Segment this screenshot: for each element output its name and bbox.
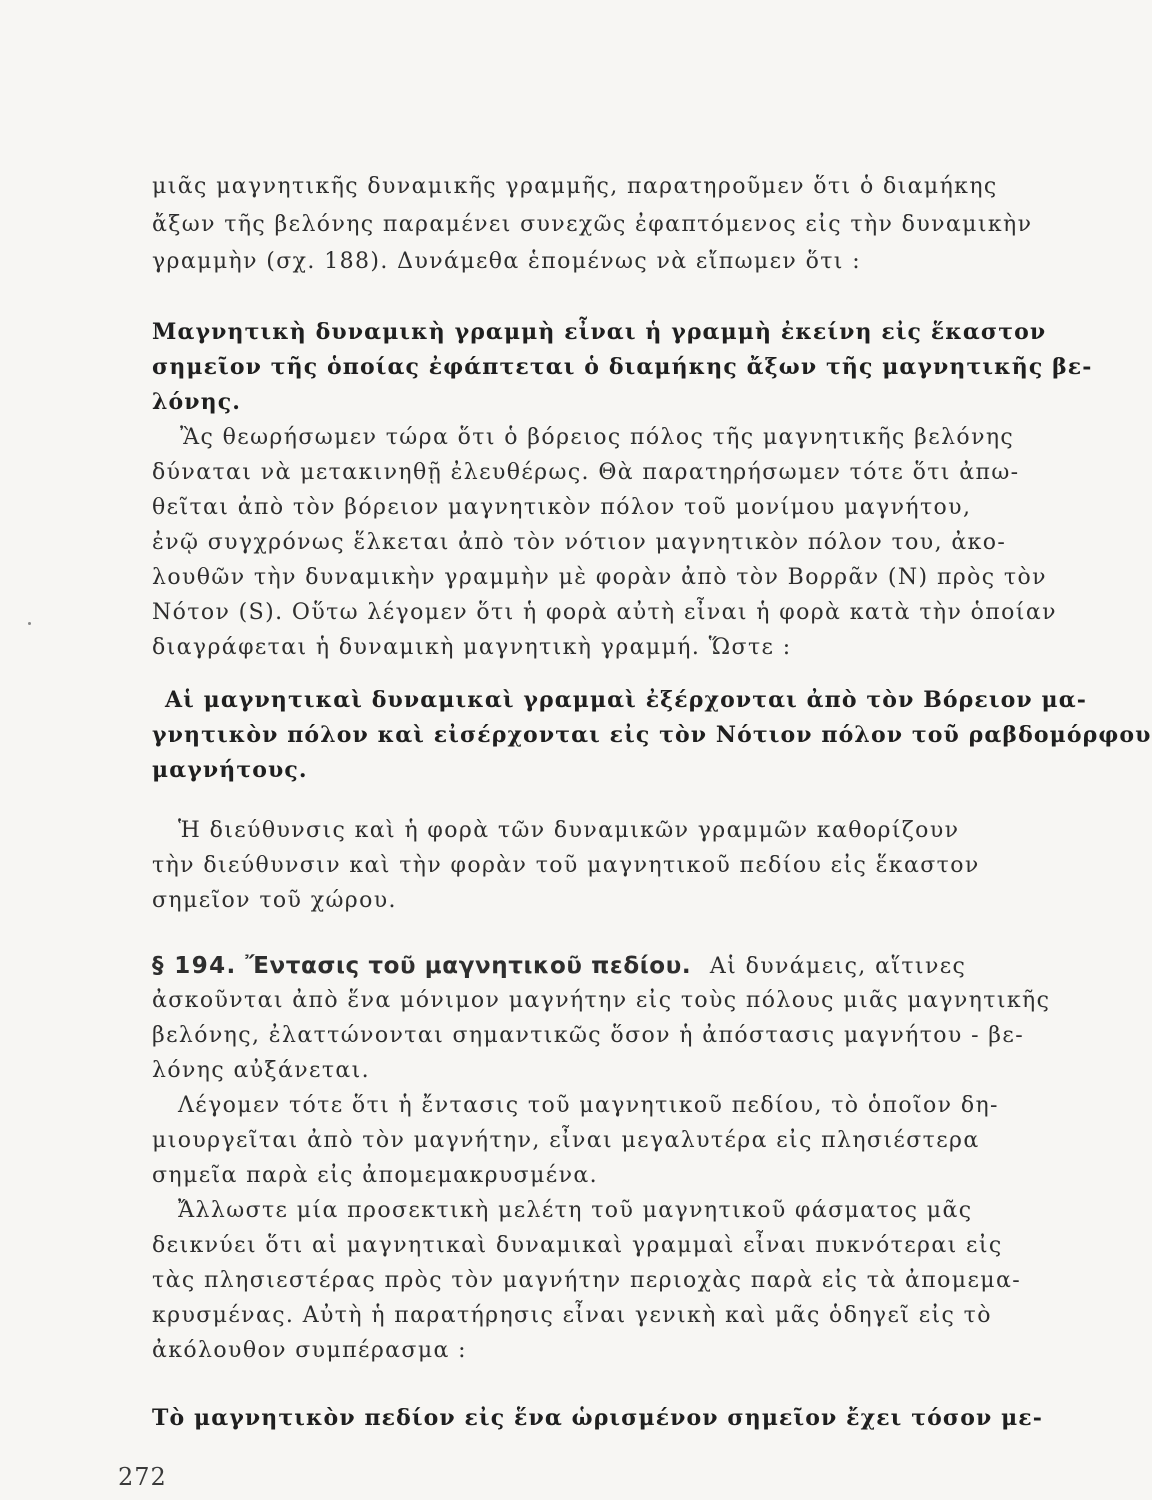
definition-line: μαγνήτους. — [152, 757, 308, 783]
section-title: Ἔντασις τοῦ μαγνητικοῦ πεδίου. — [245, 953, 692, 979]
page-number: 272 — [118, 1463, 167, 1491]
text-line: Λέγομεν τότε ὅτι ἡ ἔντασις τοῦ μαγνητικοῦ πεδίου, τὸ ὁποῖον δη- — [178, 1093, 999, 1118]
section-heading — [152, 950, 967, 983]
text-line: μιουργεῖται ἀπὸ τὸν μαγνήτην, εἶναι μεγαλυτέρα εἰς πλησιέστερα — [152, 1128, 980, 1153]
text-line: Ἂς θεωρήσωμεν τώρα ὅτι ὁ βόρειος πόλος τῆς μαγνητικῆς βελόνης — [180, 425, 1015, 450]
text-line: ἀσκοῦνται ἀπὸ ἕνα μόνιμον μαγνήτην εἰς τοὺς πόλους μιᾶς μαγνητικῆς — [152, 988, 1051, 1013]
text-line: λόνης αὐξάνεται. — [152, 1058, 371, 1083]
text-line: μιᾶς μαγνητικῆς δυναμικῆς γραμμῆς, παρατηροῦμεν ὅτι ὁ διαμήκης — [152, 174, 998, 199]
text-line: Ἡ διεύθυνσις καὶ ἡ φορὰ τῶν δυναμικῶν γραμμῶν καθορίζουν — [178, 818, 960, 843]
definition-line: Μαγνητικὴ δυναμικὴ γραμμὴ εἶναι ἡ γραμμὴ ἐκείνη εἰς ἕκαστον — [152, 319, 1047, 345]
scan-speck — [28, 622, 31, 625]
text-line: θεῖται ἀπὸ τὸν βόρειον μαγνητικὸν πόλον τοῦ μονίμου μαγνήτου, — [152, 495, 972, 520]
definition-line: Αἱ μαγνητικαὶ δυναμικαὶ γραμμαὶ ἐξέρχονται ἀπὸ τὸν Βόρειον μα- — [165, 687, 1087, 713]
text-line: τὴν διεύθυνσιν καὶ τὴν φορὰν τοῦ μαγνητικοῦ πεδίου εἰς ἕκαστον — [152, 853, 980, 878]
definition-line: λόνης. — [152, 389, 242, 415]
text-line: κρυσμένας. Αὐτὴ ἡ παρατήρησις εἶναι γενικὴ καὶ μᾶς ὁδηγεῖ εἰς τὸ — [152, 1303, 992, 1328]
text-line: Ἄλλωστε μία προσεκτικὴ μελέτη τοῦ μαγνητικοῦ φάσματος μᾶς — [178, 1198, 973, 1223]
text-line: διαγράφεται ἡ δυναμικὴ μαγνητικὴ γραμμή. Ὥστε : — [152, 635, 792, 660]
definition-line: Τὸ μαγνητικὸν πεδίον εἰς ἕνα ὡρισμένον σημεῖον ἔχει τόσον με- — [152, 1405, 1043, 1431]
definition-line: γνητικὸν πόλον καὶ εἰσέρχονται εἰς τὸν Νότιον πόλον τοῦ ραβδομόρφου — [152, 722, 1152, 748]
section-number: § 194. — [152, 953, 237, 979]
text-line: λουθῶν τὴν δυναμικὴν γραμμὴν μὲ φορὰν ἀπὸ τὸν Βορρᾶν (Ν) πρὸς τὸν — [152, 565, 1047, 590]
text-line: ἐνῷ συγχρόνως ἕλκεται ἀπὸ τὸν νότιον μαγνητικὸν πόλον του, ἀκο- — [152, 530, 1007, 555]
definition-line: σημεῖον τῆς ὁποίας ἐφάπτεται ὁ διαμήκης ἄξων τῆς μαγνητικῆς βε- — [152, 354, 1093, 380]
text-line: δύναται νὰ μετακινηθῇ ἐλευθέρως. Θὰ παρατηρήσωμεν τότε ὅτι ἀπω- — [152, 460, 1020, 485]
text-line: σημεῖα παρὰ εἰς ἀπομεμακρυσμένα. — [152, 1163, 599, 1188]
text-line: Νότον (S). Οὕτω λέγομεν ὅτι ἡ φορὰ αὐτὴ εἶναι ἡ φορὰ κατὰ τὴν ὁποίαν — [152, 600, 1057, 625]
text-line: βελόνης, ἐλαττώνονται σημαντικῶς ὅσον ἡ ἀπόστασις μαγνήτου - βε- — [152, 1023, 1025, 1048]
section-text: Αἱ δυνάμεις, αἵτινες — [709, 954, 967, 979]
text-line: δεικνύει ὅτι αἱ μαγνητικαὶ δυναμικαὶ γραμμαὶ εἶναι πυκνότεραι εἰς — [152, 1233, 1003, 1258]
text-line: τὰς πλησιεστέρας πρὸς τὸν μαγνήτην περιοχὰς παρὰ εἰς τὰ ἀπομεμα- — [152, 1268, 1022, 1293]
text-line: ἀκόλουθον συμπέρασμα : — [152, 1338, 467, 1363]
text-line: σημεῖον τοῦ χώρου. — [152, 888, 397, 913]
text-line: ἄξων τῆς βελόνης παραμένει συνεχῶς ἐφαπτόμενος εἰς τὴν δυναμικὴν — [152, 212, 1033, 237]
text-line: γραμμὴν (σχ. 188). Δυνάμεθα ἑπομένως νὰ εἴπωμεν ὅτι : — [152, 249, 862, 274]
